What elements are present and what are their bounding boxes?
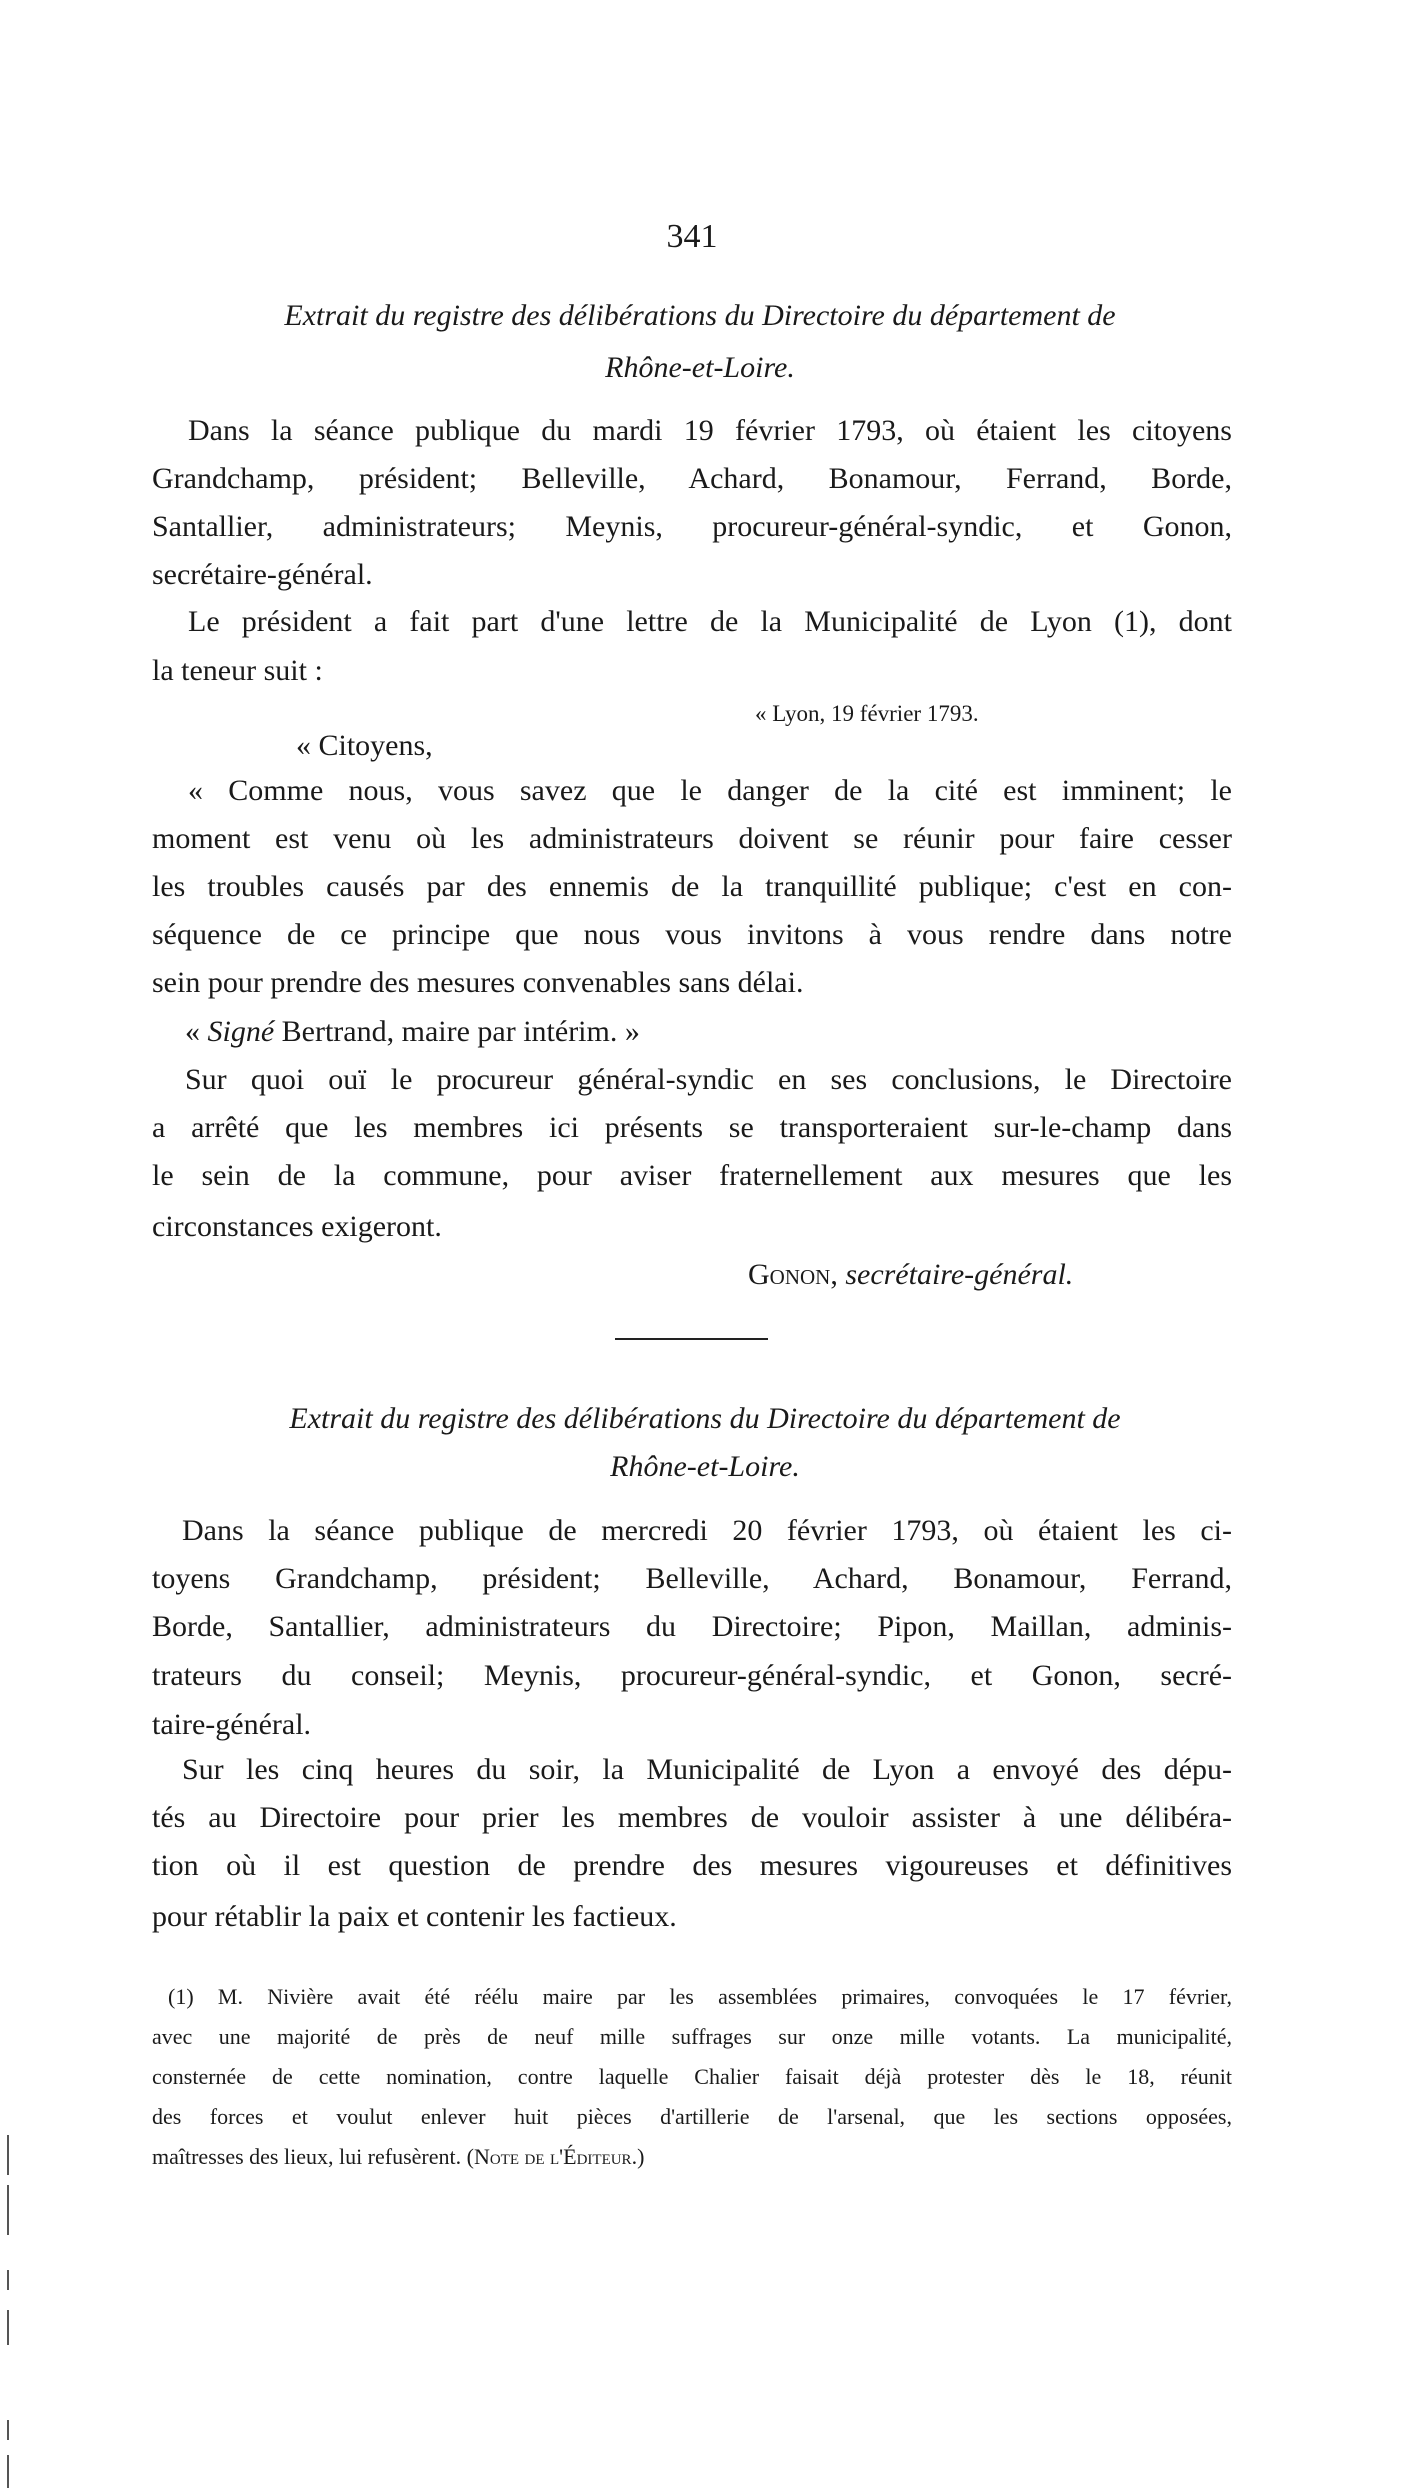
section-heading: Rhône-et-Loire.	[605, 351, 795, 384]
paragraph-line: Dans la séance publique de mercredi 20 février 1793, où étaient les ci-	[182, 1514, 1232, 1547]
footnote-line: avec une majorité de près de neuf mille suffrages sur onze mille votants. La municipalité,	[152, 2024, 1232, 2049]
paragraph-line: taire-général.	[152, 1708, 312, 1741]
footnote-line: consternée de cette nomination, contre laquelle Chalier faisait déjà protester dès le 18, réunit	[152, 2064, 1232, 2089]
letter-date: « Lyon, 19 février 1793.	[755, 701, 979, 726]
scan-artifact-line	[7, 2270, 9, 2290]
scan-artifact-line	[7, 2310, 9, 2345]
section-heading: Extrait du registre des délibérations du Directoire du département de	[289, 1402, 1121, 1435]
letter-line: sein pour prendre des mesures convenables sans délai.	[152, 966, 804, 999]
signed-word: Signé	[207, 1015, 275, 1048]
paragraph-line: Santallier, administrateurs; Meynis, procureur-général-syndic, et Gonon,	[152, 510, 1232, 543]
letter-line: les troubles causés par des ennemis de la tranquillité publique; c'est en con-	[152, 870, 1232, 903]
paragraph-line: le sein de la commune, pour aviser fraternellement aux mesures que les	[152, 1159, 1232, 1192]
scan-artifact-line	[7, 2135, 9, 2175]
paragraph-line: toyens Grandchamp, président; Belleville, Achard, Bonamour, Ferrand,	[152, 1562, 1232, 1595]
paragraph-line: Sur quoi ouï le procureur général-syndic en ses conclusions, le Directoire	[185, 1063, 1232, 1096]
footnote-text: maîtresses des lieux, lui refusèrent.	[152, 2144, 467, 2169]
footnote-line	[152, 2137, 1232, 2177]
letter-line: séquence de ce principe que nous vous invitons à vous rendre dans notre	[152, 918, 1232, 951]
paragraph-line: Sur les cinq heures du soir, la Municipalité de Lyon a envoyé des dépu-	[182, 1753, 1232, 1786]
paragraph-line: pour rétablir la paix et contenir les factieux.	[152, 1900, 677, 1933]
footnote-line: (1) M. Nivière avait été réélu maire par les assemblées primaires, convoquées le 17 février,	[168, 1984, 1232, 2009]
paragraph-line: tés au Directoire pour prier les membres de vouloir assister à une délibéra-	[152, 1801, 1232, 1834]
signature-name: Gonon,	[748, 1258, 838, 1291]
letter-line: « Comme nous, vous savez que le danger de la cité est imminent; le	[188, 774, 1232, 807]
section-heading: Rhône-et-Loire.	[610, 1450, 800, 1483]
paragraph-line: trateurs du conseil; Meynis, procureur-général-syndic, et Gonon, secré-	[152, 1659, 1232, 1692]
signed-name: Bertrand, maire par intérim. »	[274, 1015, 640, 1048]
footnote-line: des forces et voulut enlever huit pièces d'artillerie de l'arsenal, que les sections opposées,	[152, 2104, 1232, 2129]
editor-note: (Note de l'Éditeur.)	[466, 2144, 645, 2169]
paragraph-line: secrétaire-général.	[152, 558, 373, 591]
letter-salutation: « Citoyens,	[296, 729, 433, 762]
scan-artifact-line	[7, 2455, 9, 2488]
paragraph-line: Borde, Santallier, administrateurs du Directoire; Pipon, Maillan, adminis-	[152, 1610, 1232, 1643]
paragraph-line: Dans la séance publique du mardi 19 février 1793, où étaient les citoyens	[188, 414, 1232, 447]
paragraph-line: tion où il est question de prendre des mesures vigoureuses et définitives	[152, 1849, 1232, 1882]
paragraph-line: circonstances exigeront.	[152, 1210, 442, 1243]
letter-signature	[185, 1008, 1265, 1056]
paragraph-line: Grandchamp, président; Belleville, Achard, Bonamour, Ferrand, Borde,	[152, 462, 1232, 495]
paragraph-line: a arrêté que les membres ici présents se transporteraient sur-le-champ dans	[152, 1111, 1232, 1144]
scan-artifact-line	[7, 2185, 9, 2235]
section-heading: Extrait du registre des délibérations du Directoire du département de	[284, 299, 1116, 332]
paragraph-line: Le président a fait part d'une lettre de la Municipalité de Lyon (1), dont	[188, 605, 1232, 638]
secretary-signature	[748, 1251, 1168, 1299]
section-divider	[615, 1338, 768, 1340]
scan-artifact-line	[7, 2420, 9, 2440]
letter-line: moment est venu où les administrateurs doivent se réunir pour faire cesser	[152, 822, 1232, 855]
signed-prefix: «	[185, 1015, 208, 1048]
paragraph-line: la teneur suit :	[152, 654, 323, 687]
signature-title: secrétaire-général.	[837, 1258, 1074, 1291]
page-number: 341	[666, 218, 718, 255]
